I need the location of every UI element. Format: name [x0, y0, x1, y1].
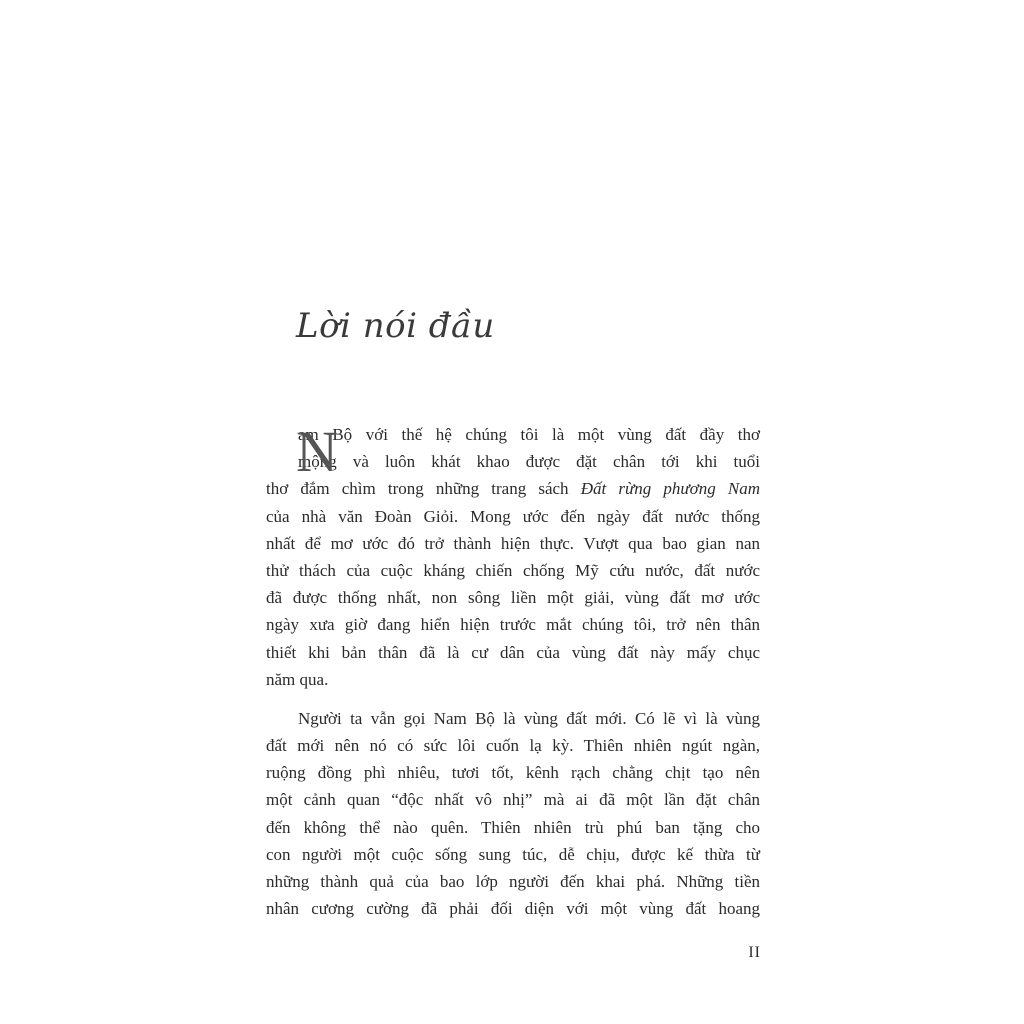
paragraph-1: [266, 421, 760, 693]
text-line-start: thơ đắm chìm trong những trang sách: [266, 479, 569, 499]
text-line: những thành quả của bao lớp người đến khai phá. Những tiền: [266, 872, 760, 891]
text-line: đến không thể nào quên. Thiên nhiên trù phú ban tặng cho: [266, 817, 760, 837]
text-line: đã được thống nhất, non sông liền một giải, vùng đất mơ ước: [266, 588, 760, 608]
text-line: am Bộ với thế hệ chúng tôi là một vùng đất đầy thơ: [298, 425, 760, 444]
paragraph-gap: [266, 693, 760, 705]
paragraph-2: [266, 705, 760, 923]
text-line: ngày xưa giờ đang hiển hiện trước mắt chúng tôi, trở nên thân: [266, 615, 760, 635]
text-line: con người một cuộc sống sung túc, dễ chịu, được kế thừa từ: [266, 844, 760, 864]
text-line: Người ta vẫn gọi Nam Bộ là vùng đất mới. Có lẽ vì là vùng: [298, 708, 760, 728]
text-line: năm qua.: [266, 669, 329, 689]
drop-cap: N: [296, 419, 338, 484]
text-line: nhân cương cường đã phải đối diện với một vùng đất hoang: [266, 899, 760, 919]
page-number: II: [748, 944, 761, 961]
text-line: thử thách của cuộc kháng chiến chống Mỹ cứu nước, đất nước: [266, 560, 760, 580]
chapter-title: Lời nói đầu: [296, 306, 495, 346]
text-line: nhất để mơ ước đó trở thành hiện thực. Vượt qua bao gian nan: [266, 533, 760, 553]
body-text: [266, 421, 760, 922]
text-line: mộng và luôn khát khao được đặt chân tới khi tuổi: [298, 452, 760, 472]
text-line: đất mới nên nó có sức lôi cuốn lạ kỳ. Thiên nhiên ngút ngàn,: [266, 736, 760, 756]
text-line: của nhà văn Đoàn Giỏi. Mong ước đến ngày đất nước thống: [266, 506, 760, 526]
text-line: ruộng đồng phì nhiêu, tươi tốt, kênh rạch chằng chịt tạo nên: [266, 763, 760, 783]
book-title: Đất rừng phương Nam: [580, 479, 760, 499]
text-line: một cảnh quan “độc nhất vô nhị” mà ai đã một lần đặt chân: [266, 790, 760, 810]
text-line: thiết khi bản thân đã là cư dân của vùng đất này mấy chục: [266, 642, 760, 662]
text-line: [266, 475, 760, 502]
